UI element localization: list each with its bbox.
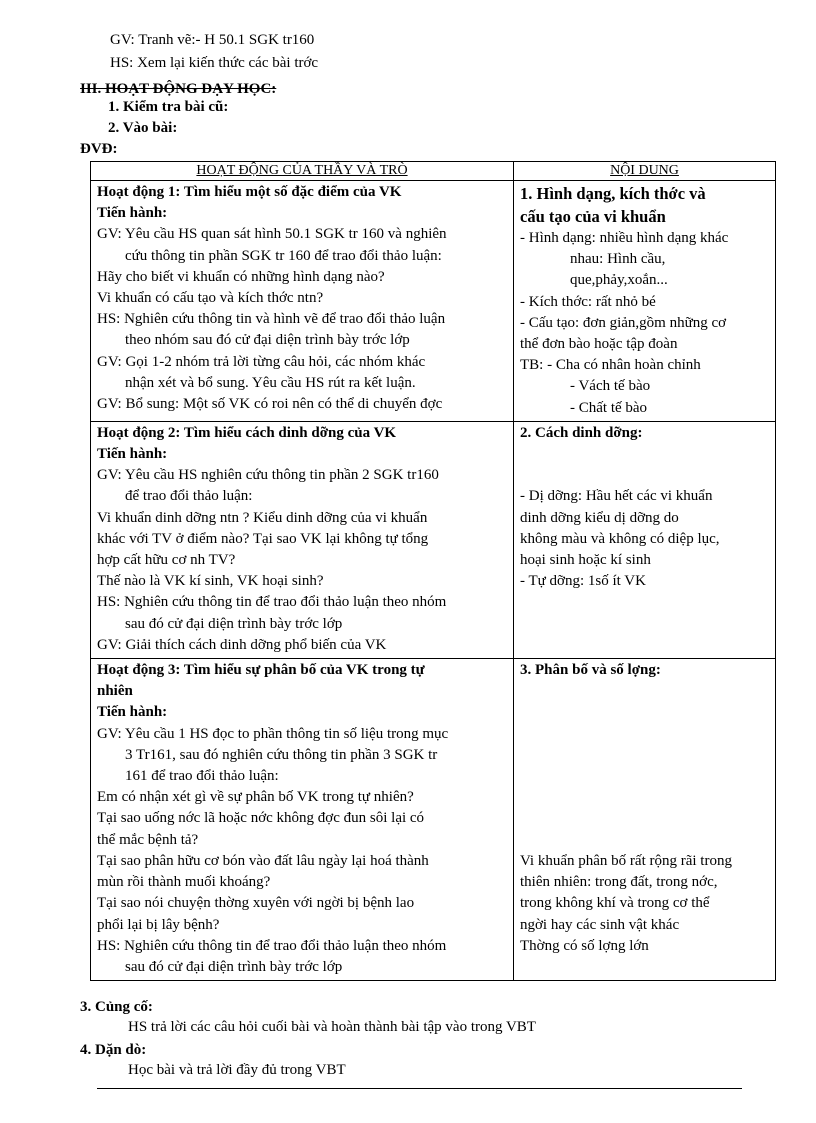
footer-divider [97,1088,742,1089]
activity-line: GV: Yêu cầu HS quan sát hình 50.1 SGK tr 160 và nghiên [97,226,447,243]
activity-line: hợp cất hữu cơ nh TV? [97,552,236,569]
content-line: - Vách tế bào [570,378,651,395]
content-line [520,724,769,745]
activity-line: Hoạt động 3: Tìm hiểu sự phân bố của VK trong tự [97,662,425,679]
content-line: que,phảy,xoắn... [570,272,668,289]
activity-line: phổi lại bị lây bệnh? [97,916,220,933]
activity-line: mùn rồi thành muối khoáng? [97,874,271,891]
activity-line: GV: Giải thích cách dinh dỡng phổ biến của VK [97,636,387,653]
consolidation-heading: 3. Củng cố: [80,999,153,1015]
column-header-content: NỘI DUNG [514,162,776,181]
activity-line: Tại sao nói chuyện thờng xuyên với ngời bị bệnh lao [97,895,415,912]
content-line: trong không khí và trong cơ thể [520,895,710,912]
activity-line: 3 Tr161, sau đó nghiên cứu thông tin phần 3 SGK tr [125,746,438,763]
activity-line: để trao đổi thảo luận: [125,488,253,505]
activity-line: GV: Gọi 1-2 nhóm trả lời từng câu hỏi, các nhóm khác [97,353,426,370]
content-line: cấu tạo của vi khuẩn [520,207,666,226]
content-line [520,745,769,766]
activity-line: Vi khuẩn dinh dỡng ntn ? Kiểu dinh dỡng của vi khuẩn [97,509,428,526]
list-item-intro: 2. Vào bài: [108,120,178,136]
table-row [91,181,776,422]
activity-line: Tiến hành: [97,446,168,463]
activity-line: Hoạt động 2: Tìm hiểu cách dinh dỡng của VK [97,424,397,441]
content-line: - Cấu tạo: đơn giản,gồm những cơ [520,314,727,331]
section-heading: III. HOẠT ĐỘNG DẠY HỌC: [80,81,277,97]
content-line: thiên nhiên: trong đất, trong nớc, [520,874,718,891]
content-line: - Dị dỡng: Hầu hết các vi khuẩn [520,488,713,505]
content-line [520,444,769,465]
content-line: Vi khuẩn phân bố rất rộng rãi trong [520,852,732,869]
content-line: nhau: Hình cầu, [570,251,666,268]
activity-line: sau đó cử đại diện trình bày trớc lớp [125,615,343,632]
activity-line: HS: Nghiên cứu thông tin để trao đổi thảo luận theo nhóm [97,594,447,611]
content-line: - Kích thớc: rất nhỏ bé [520,293,656,310]
activity-line: Thế nào là VK kí sinh, VK hoại sinh? [97,573,324,590]
activity-line: 161 để trao đổi thảo luận: [125,768,279,785]
content-line: thể đơn bào hoặc tập đoàn [520,336,678,353]
activity-line: cứu thông tin phần SGK tr 160 để trao đổi thảo luận: [125,247,442,264]
activity-line: Em có nhận xét gì về sự phân bố VK trong tự nhiên? [97,789,414,806]
content-line: 3. Phân bố và số lợng: [520,662,661,679]
content-line [520,702,769,723]
content-line [520,808,769,829]
column-header-activities: HOẠT ĐỘNG CỦA THẦY VÀ TRÒ [91,162,514,181]
activity-line: Tiến hành: [97,704,168,721]
activity-line: Hãy cho biết vi khuẩn có những hình dạng nào? [97,268,385,285]
content-line: - Hình dạng: nhiều hình dạng khác [520,230,729,246]
content-line [520,787,769,808]
content-line: ngời hay các sinh vật khác [520,916,680,933]
content-line [520,465,769,486]
content-line [520,681,769,702]
consolidation-text: HS trả lời các câu hỏi cuối bài và hoàn thành bài tập vào trong VBT [128,1019,536,1035]
content-line: dinh dỡng kiểu dị dỡng do [520,509,679,526]
activity-line: theo nhóm sau đó cử đại diện trình bày trớc lớp [125,332,410,349]
content-line: hoại sinh hoặc kí sinh [520,552,651,569]
activity-cell [91,659,514,981]
activity-line: Tại sao phân hữu cơ bón vào đất lâu ngày lại hoá thành [97,852,429,869]
activity-line: GV: Bổ sung: Một số VK có roi nên có thể di chuyển đợc [97,396,443,413]
table-row [91,659,776,981]
activity-line: Tiến hành: [97,205,168,222]
activity-line: Vi khuẩn có cấu tạo và kích thớc ntn? [97,290,324,307]
content-line [520,766,769,787]
activity-line: nhận xét và bổ sung. Yêu cầu HS rút ra kết luận. [125,374,416,391]
activity-cell [91,421,514,658]
content-line [520,830,769,851]
content-line: TB: - Cha có nhân hoàn chỉnh [520,357,701,374]
list-item-check-old-lesson: 1. Kiểm tra bài cũ: [108,99,229,115]
homework-text: Học bài và trả lời đầy đủ trong VBT [128,1062,346,1078]
activity-line: sau đó cử đại diện trình bày trớc lớp [125,958,343,975]
activity-line: HS: Nghiên cứu thông tin và hình vẽ để trao đổi thảo luận [97,311,446,328]
content-line: Thờng có số lợng lớn [520,937,649,954]
activity-line: khác với TV ở điểm nào? Tại sao VK lại không tự tổng [97,530,429,547]
activity-line: GV: Yêu cầu HS nghiên cứu thông tin phần 2 SGK tr160 [97,467,439,484]
content-cell [514,421,776,658]
content-line: - Tự dỡng: 1số ít VK [520,573,646,590]
activity-line: nhiên [97,683,133,700]
table-row [91,421,776,658]
content-line: 1. Hình dạng, kích thớc và [520,184,706,203]
content-line: - Chất tế bào [570,399,648,416]
content-cell [514,659,776,981]
activity-line: Hoạt động 1: Tìm hiểu một số đặc điểm của VK [97,184,402,200]
activity-line: HS: Nghiên cứu thông tin để trao đổi thảo luận theo nhóm [97,937,447,954]
activity-cell [91,181,514,422]
content-line: 2. Cách dinh dỡng: [520,424,643,441]
content-line: không màu và không có diệp lục, [520,530,720,547]
lesson-table [90,161,776,981]
activity-line: GV: Yêu cầu 1 HS đọc to phần thông tin số liệu trong mục [97,725,449,742]
content-cell [514,181,776,422]
dvd-label: ĐVĐ: [80,141,118,157]
activity-line: thể mắc bệnh tả? [97,831,199,848]
hs-prep-line: HS: Xem lại kiến thức các bài trớc [110,55,319,71]
activity-line: Tại sao uống nớc lã hoặc nớc không đợc đun sôi lại có [97,810,425,827]
gv-prep-line: GV: Tranh vẽ:- H 50.1 SGK tr160 [110,32,315,48]
homework-heading: 4. Dặn dò: [80,1042,147,1058]
